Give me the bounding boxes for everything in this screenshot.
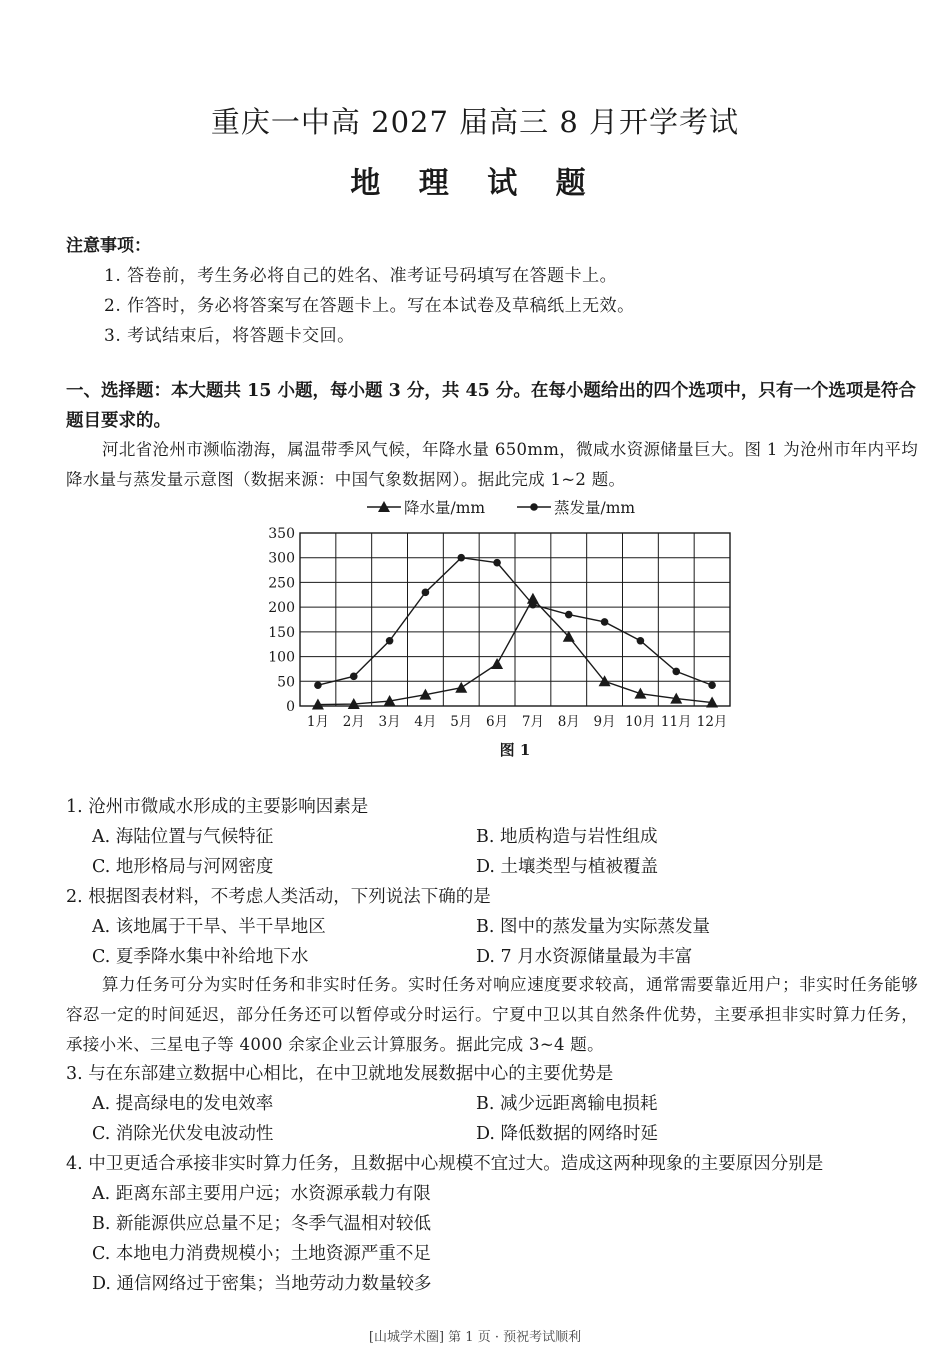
option-a: A. 距离东部主要用户远；水资源承载力有限 <box>92 1184 431 1204</box>
evap-point <box>386 637 394 645</box>
evap-point <box>529 601 537 609</box>
figure-1-chart <box>255 493 745 758</box>
x-tick-label: 4月 <box>414 714 437 730</box>
evap-point <box>708 681 716 689</box>
evap-point <box>422 589 430 597</box>
y-tick-label: 250 <box>268 575 295 592</box>
y-tick-label: 50 <box>277 674 295 691</box>
note-item: 2. 作答时，务必将答案写在答题卡上。写在本试卷及草稿纸上无效。 <box>104 296 635 316</box>
option-c: C. 夏季降水集中补给地下水 <box>92 947 309 967</box>
option-c: C. 地形格局与河网密度 <box>92 857 274 877</box>
option-c: C. 消除光伏发电波动性 <box>92 1124 274 1144</box>
material-paragraph: 算力任务可分为实时任务和非实时任务。实时任务对响应速度要求较高，通常需要靠近用户；非实时任务能够容忍一定的时间延迟，部分任务还可以暂停或分时运行。宁夏中卫以其自然条件优势，主要承担非实时算力任务，承接小米、三星电子等 4000 余家企业云计算服务。据此完成 3~4 题。 <box>66 975 918 1054</box>
figure-caption: 图 1 <box>499 741 531 758</box>
option-d: D. 土壤类型与植被覆盖 <box>476 857 659 877</box>
precip-point <box>634 688 646 699</box>
evap-point <box>601 618 609 626</box>
page-footer: [山城学术圈] 第 1 页 · 预祝考试顺利 <box>368 1330 582 1345</box>
evap-point <box>493 559 501 567</box>
y-tick-label: 200 <box>268 600 295 617</box>
x-tick-label: 11月 <box>660 714 692 730</box>
x-tick-label: 8月 <box>557 714 580 730</box>
evap-point <box>637 637 645 645</box>
y-tick-label: 300 <box>268 550 295 567</box>
evap-point <box>314 681 322 689</box>
option-a: A. 提高绿电的发电效率 <box>92 1094 274 1114</box>
x-tick-label: 1月 <box>306 714 329 730</box>
option-b: B. 新能源供应总量不足；冬季气温相对较低 <box>92 1214 431 1234</box>
note-item: 3. 考试结束后，将答题卡交回。 <box>104 326 355 346</box>
precip-point <box>491 658 503 669</box>
line-chart <box>255 493 745 758</box>
evap-point <box>672 668 680 676</box>
y-tick-label: 350 <box>268 526 295 542</box>
option-d: D. 降低数据的网络时延 <box>476 1124 659 1144</box>
note-item: 1. 答卷前，考生务必将自己的姓名、准考证号码填写在答题卡上。 <box>104 266 618 286</box>
option-d: D. 7 月水资源储量最为丰富 <box>476 947 693 967</box>
question-stem: 1. 沧州市微咸水形成的主要影响因素是 <box>66 797 369 817</box>
x-tick-label: 6月 <box>486 714 509 730</box>
exam-title: 重庆一中高 2027 届高三 8 月开学考试 <box>210 105 740 139</box>
exam-subtitle: 地 理 试 题 <box>350 166 600 201</box>
y-tick-label: 0 <box>286 699 295 715</box>
evap-point <box>457 554 465 562</box>
evap-point <box>350 673 358 681</box>
x-tick-label: 5月 <box>450 714 473 730</box>
option-b: B. 地质构造与岩性组成 <box>476 827 658 847</box>
legend-label: 蒸发量/mm <box>554 499 636 517</box>
option-c: C. 本地电力消费规模小；土地资源严重不足 <box>92 1244 431 1264</box>
option-a: A. 海陆位置与气候特征 <box>92 827 274 847</box>
legend-label: 降水量/mm <box>404 499 486 517</box>
notes-heading: 注意事项： <box>66 236 151 256</box>
question-stem: 3. 与在东部建立数据中心相比，在中卫就地发展数据中心的主要优势是 <box>66 1064 614 1084</box>
evap-point <box>565 611 573 619</box>
x-tick-label: 9月 <box>593 714 616 730</box>
precip-point <box>455 682 467 693</box>
legend-marker-circle <box>530 503 538 511</box>
option-a: A. 该地属于干旱、半干旱地区 <box>92 917 326 937</box>
question-stem: 4. 中卫更适合承接非实时算力任务，且数据中心规模不宜过大。造成这两种现象的主要原因分别是 <box>66 1154 824 1174</box>
y-tick-label: 150 <box>268 624 295 641</box>
y-tick-label: 100 <box>268 649 295 666</box>
option-d: D. 通信网络过于密集；当地劳动力数量较多 <box>92 1274 432 1294</box>
option-b: B. 减少远距离输电损耗 <box>476 1094 658 1114</box>
section-heading: 一、选择题：本大题共 15 小题，每小题 3 分，共 45 分。在每小题给出的四个选项中，只有一个选项是符合题目要求的。 <box>66 381 916 431</box>
option-b: B. 图中的蒸发量为实际蒸发量 <box>476 917 710 937</box>
x-tick-label: 10月 <box>625 714 656 730</box>
x-tick-label: 2月 <box>342 714 365 730</box>
question-stem: 2. 根据图表材料，不考虑人类活动，下列说法下确的是 <box>66 887 491 907</box>
x-tick-label: 7月 <box>521 714 544 730</box>
x-tick-label: 3月 <box>378 714 401 730</box>
x-tick-label: 12月 <box>696 714 728 730</box>
material-paragraph: 河北省沧州市濒临渤海，属温带季风气候，年降水量 650mm，微咸水资源储量巨大。图 1 为沧州市年内平均降水量与蒸发量示意图（数据来源：中国气象数据网）。据此完成 1~2 题。 <box>66 440 918 489</box>
